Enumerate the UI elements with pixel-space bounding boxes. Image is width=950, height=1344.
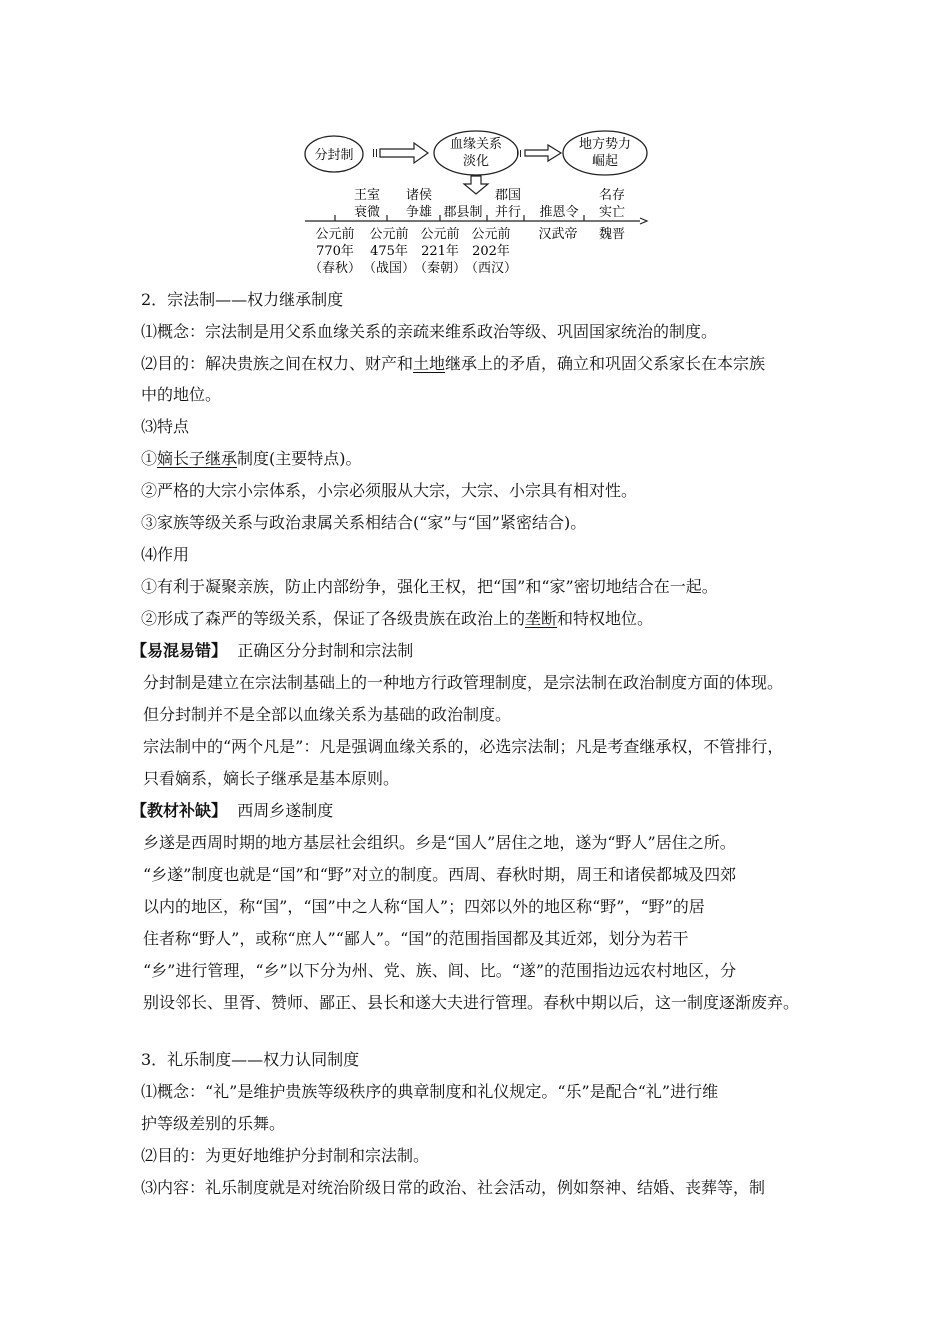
s3-purpose: ⑵目的：为更好地维护分封制和宗法制。	[141, 1146, 430, 1165]
s3-concept-line-1: ⑴概念：“礼”是维护贵族等级秩序的典章制度和礼仪规定。“乐”是配合“礼”进行维	[141, 1082, 719, 1101]
s2-feature-1-num: ①	[141, 449, 158, 468]
date-label: （秦朝）	[413, 261, 467, 276]
s2-effect-2-text-b: 和特权地位。	[557, 609, 654, 628]
date-label: （春秋）	[308, 261, 362, 276]
date-label: 汉武帝	[538, 227, 578, 242]
s2-feature-3: ③家族等级关系与政治隶属关系相结合(“家”与“国”紧密结合)。	[141, 513, 587, 532]
s2-purpose-line-2: 中的地位。	[141, 385, 222, 404]
s2-purpose-line-1	[141, 354, 765, 374]
date-label: （战国）	[362, 261, 416, 276]
timeline-diagram	[0, 0, 950, 290]
arrow-right-1	[372, 143, 428, 163]
event-label: 衰微	[353, 205, 381, 220]
supplement-line-3: 以内的地区，称“国”，“国”中之人称“国人”；四郊以外的地区称“野”，“野”的居	[143, 897, 705, 916]
s2-concept: ⑴概念：宗法制是用父系血缘关系的亲疏来维系政治等级、巩固国家统治的制度。	[141, 322, 718, 341]
supplement-line-5: “乡”进行管理，“乡”以下分为州、党、族、闾、比。“遂”的范围指边远农村地区，分	[143, 961, 737, 980]
s2-features-title: ⑶特点	[141, 417, 190, 436]
supplement-heading	[131, 801, 333, 821]
event-label: 郡国	[494, 188, 522, 203]
node-xueyuan-label-1: 血缘关系	[449, 137, 503, 152]
s2-effect-2-text-a: ②形成了森严的等级关系，保证了各级贵族在政治上的	[141, 609, 526, 628]
date-label: 770年	[316, 244, 354, 259]
confuse-title: 正确区分分封制和宗法制	[237, 641, 414, 660]
s2-effect-1: ①有利于凝聚亲族，防止内部纷争，强化王权，把“国”和“家”密切地结合在一起。	[141, 577, 718, 596]
confuse-p2-line-2: 只看嫡系，嫡长子继承是基本原则。	[143, 769, 400, 788]
event-label: 并行	[494, 205, 522, 220]
node-difang-label-1: 地方势力	[578, 137, 632, 152]
confuse-tag: 【易混易错】	[131, 641, 228, 660]
date-label: 475年	[370, 244, 408, 259]
event-label: 实亡	[598, 205, 626, 220]
section-2-heading: 2．宗法制——权力继承制度	[141, 290, 344, 309]
event-label: 诸侯	[405, 188, 433, 203]
s2-purpose-text-b: 继承上的矛盾，确立和巩固父系家长在本宗族	[445, 354, 766, 373]
event-label: 郡县制	[443, 205, 483, 220]
s2-feature-1-rest: 制度(主要特点)。	[237, 449, 362, 468]
s2-effects-title: ⑷作用	[141, 545, 190, 564]
s2-feature-1-underlined: 嫡长子继承	[157, 449, 238, 468]
supplement-line-2: “乡遂”制度也就是“国”和“野”对立的制度。西周、春秋时期，周王和诸侯都城及四郊	[143, 865, 737, 884]
date-label: （西汉）	[464, 261, 518, 276]
date-label: 公元前	[420, 227, 460, 242]
event-label: 推恩令	[539, 205, 579, 220]
s2-feature-2: ②严格的大宗小宗体系，小宗必须服从大宗，大宗、小宗具有相对性。	[141, 481, 638, 500]
supplement-line-6: 别设邻长、里胥、赞师、鄙正、县长和遂大夫进行管理。春秋中期以后，这一制度逐渐废弃。	[143, 993, 800, 1012]
s3-concept-line-2: 护等级差别的乐舞。	[141, 1114, 286, 1133]
date-label: 221年	[421, 244, 459, 259]
s2-effect-2	[141, 609, 653, 629]
node-xueyuan-label-2: 淡化	[462, 154, 490, 169]
date-label: 魏晋	[598, 227, 626, 242]
s2-effect-2-underlined: 垄断	[525, 609, 558, 628]
date-label: 公元前	[369, 227, 409, 242]
event-label: 争雄	[405, 205, 433, 220]
date-label: 公元前	[315, 227, 355, 242]
node-difang-label-2: 崛起	[591, 154, 619, 169]
timeline-arrowhead	[640, 218, 647, 224]
supplement-line-4: 住者称“野人”，或称“庶人”“鄙人”。“国”的范围指国都及其近郊，划分为若干	[143, 929, 689, 948]
supplement-line-1: 乡遂是西周时期的地方基层社会组织。乡是“国人”居住之地，遂为“野人”居住之所。	[143, 833, 736, 852]
s3-content: ⑶内容：礼乐制度就是对统治阶级日常的政治、社会活动，例如祭神、结婚、丧葬等，制	[141, 1178, 766, 1197]
arrow-right-2	[517, 145, 561, 161]
date-label: 202年	[472, 244, 510, 259]
confuse-p1-line-1: 分封制是建立在宗法制基础上的一种地方行政管理制度，是宗法制在政治制度方面的体现。	[143, 673, 784, 692]
node-fenfengzhi-label: 分封制	[314, 148, 354, 163]
section-3-heading: 3．礼乐制度——权力认同制度	[141, 1050, 360, 1069]
confuse-p1-line-2: 但分封制并不是全部以血缘关系为基础的政治制度。	[143, 705, 512, 724]
date-label: 公元前	[471, 227, 511, 242]
arrow-down	[464, 176, 488, 194]
supplement-title: 西周乡遂制度	[237, 801, 334, 820]
confuse-heading	[131, 641, 413, 661]
s2-purpose-underlined: 土地	[413, 354, 446, 373]
event-label: 名存	[598, 188, 626, 203]
confuse-p2-line-1: 宗法制中的“两个凡是”：凡是强调血缘关系的，必选宗法制；凡是考查继承权，不管排行，	[143, 737, 784, 756]
supplement-tag: 【教材补缺】	[131, 801, 228, 820]
s2-purpose-text-a: ⑵目的：解决贵族之间在权力、财产和	[141, 354, 414, 373]
event-label: 王室	[353, 188, 381, 203]
s2-feature-1	[141, 449, 362, 469]
